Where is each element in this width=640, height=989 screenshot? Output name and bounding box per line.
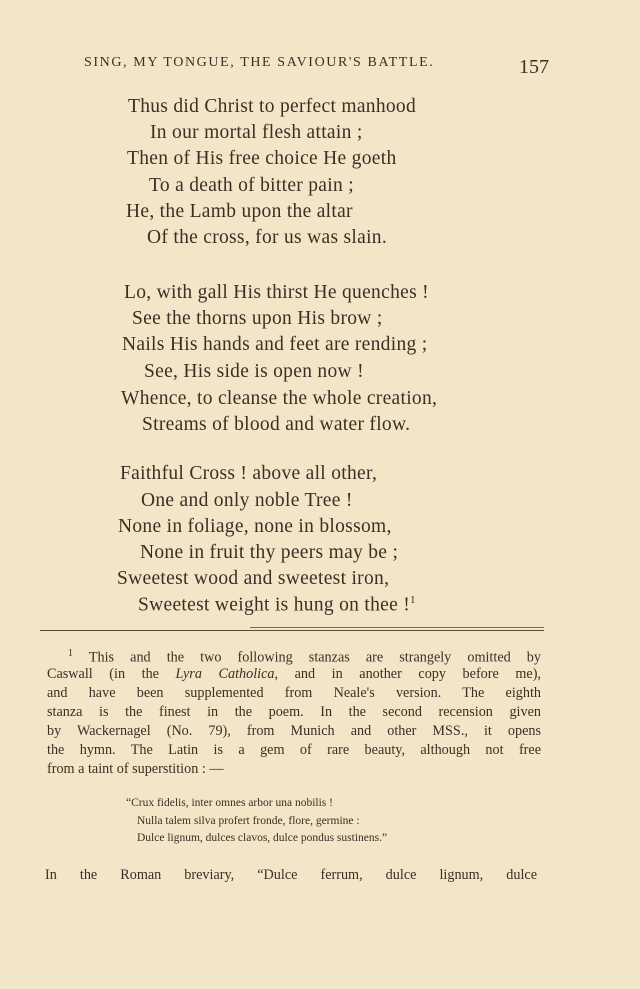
poem-line: Faithful Cross ! above all other, [120,463,378,484]
poem-line: One and only noble Tree ! [141,490,353,511]
poem-line: None in foliage, none in blossom, [118,516,392,537]
latin-quote-line: “Crux fidelis, inter omnes arbor una nobilis ! [126,797,333,809]
footnote-text: Caswall (in the [47,666,176,682]
poem-line: Streams of blood and water flow. [142,414,411,435]
footnote-line: the hymn. The Latin is a gem of rare beauty, although not free [47,742,541,758]
latin-quote-line: Nulla talem silva profert fronde, flore, germine : [137,815,360,827]
footnote-text: This and the two following stanzas are strangely omitted by [88,649,541,666]
poem-line: Lo, with gall His thirst He quenches ! [124,282,429,303]
page-number: 157 [519,56,549,78]
footnote-line: by Wackernagel (No. 79), from Munich and other MSS., it opens [47,723,541,739]
footnote-line: from a taint of superstition : — [47,761,224,777]
poem-line: Thus did Christ to perfect manhood [128,96,417,117]
poem-line [138,594,416,617]
footnote-line: and have been supplemented from Neale's version. The eighth [47,685,541,701]
poem-line: Whence, to cleanse the whole creation, [121,388,438,409]
poem-line-text: Sweetest weight is hung on thee ! [138,594,411,616]
poem-line: See, His side is open now ! [144,361,364,382]
poem-line: Nails His hands and feet are rending ; [122,334,428,355]
poem-line: Then of His free choice He goeth [127,148,397,169]
poem-line: Sweetest wood and sweetest iron, [117,568,390,589]
latin-quote-line: Dulce lignum, dulces clavos, dulce pondus sustinens.” [137,832,388,844]
book-title: Lyra Catholica [175,666,275,682]
poem-line: See the thorns upon His brow ; [132,308,383,329]
running-title: SING, MY TONGUE, THE SAVIOUR'S BATTLE. [84,55,435,70]
poem-line: None in fruit thy peers may be ; [140,542,399,563]
footnote-continuation: In the Roman breviary, “Dulce ferrum, dulce lignum, dulce [45,867,537,883]
footnote-ref: 1 [410,594,416,606]
footnote-rule-upper [250,627,544,628]
footnote-line: stanza is the finest in the poem. In the second recension given [47,704,541,720]
footnote-rule [40,630,544,631]
poem-line: He, the Lamb upon the altar [126,201,353,222]
footnote-line [68,648,541,667]
footnote-marker: 1 [68,648,73,659]
poem-line: To a death of bitter pain ; [149,175,354,196]
footnote-text: , and in another copy before me), [274,666,541,682]
footnote-line [47,666,541,683]
poem-line: In our mortal flesh attain ; [150,122,363,143]
poem-line: Of the cross, for us was slain. [147,227,388,248]
